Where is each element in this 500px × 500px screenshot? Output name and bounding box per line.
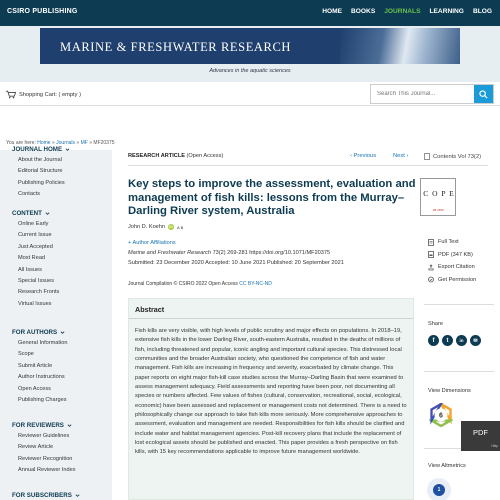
document-icon [428,239,434,246]
section-for-reviewers [12,420,76,477]
breadcrumb-sep: » [50,140,57,146]
export-citation-link[interactable]: Export Citation [428,261,476,274]
author-affiliation-marks: A B [177,224,184,230]
main-nav [322,8,492,15]
export-icon [428,264,434,271]
section-journal-home [12,144,70,201]
pdf-help-label[interactable]: Help [491,444,498,448]
cart-search-row [0,82,500,106]
sidebar-item-general-info[interactable]: General Information [18,340,68,346]
author-name[interactable]: John D. Koehn [128,224,166,230]
top-navigation-bar [0,0,500,26]
brand-logo[interactable]: CSIRO PUBLISHING [7,8,78,15]
for-authors-heading[interactable]: FOR AUTHORS [12,327,67,338]
sidebar-item-all-issues[interactable]: All Issues [18,266,42,273]
section-for-subscribers [12,490,80,500]
dimensions-score: 6 [439,412,443,420]
facebook-icon[interactable]: f [428,335,439,346]
twitter-icon[interactable]: t [442,335,453,346]
chevron-down-icon [67,423,72,428]
sidebar-item-online-early[interactable]: Online Early [18,221,49,227]
sidebar-item-reviewer-guidelines[interactable]: Reviewer Guidelines [18,433,70,439]
article-type: RESEARCH ARTICLE (Open Access) [128,153,224,159]
search-icon [479,90,488,99]
content-heading[interactable]: CONTENT [12,208,59,219]
journal-banner[interactable] [40,28,460,64]
breadcrumb-journals[interactable]: Journals [56,140,76,146]
sidebar [0,146,112,500]
section-content [12,208,59,310]
share-buttons [428,335,481,346]
nav-blog[interactable]: BLOG [472,8,492,15]
pdf-link[interactable]: PDF (347 KB) [428,249,476,262]
journal-home-heading[interactable]: JOURNAL HOME [12,144,70,155]
search-input[interactable] [371,85,471,103]
chevron-down-icon [45,211,50,216]
article-tools [428,236,476,286]
pdf-icon [428,251,434,258]
email-icon[interactable]: ✉ [470,335,481,346]
sidebar-item-contacts[interactable]: Contacts [18,191,41,198]
copyright-line: Journal Compilation © CSIRO 2022 Open Access CC BY-NC-ND [128,281,272,287]
chevron-down-icon [75,493,80,498]
author-affiliations-toggle[interactable]: + Author Affiliations [128,240,176,246]
sidebar-item-research-fronts[interactable]: Research Fronts [18,289,60,296]
divider [424,371,494,372]
breadcrumb-prefix: You are here: [6,140,38,146]
next-article-link[interactable]: Next › [393,153,409,159]
abstract-text: Fish kills are very visible, with high levels of public scrutiny and major effects on populations. In 2018–19, extensive fish kills in the lower Darling River, south-eastern Australia, resulted in the deaths of millions of fish, including threatened and popular, iconic angling and important cultural species. This distressed local communities and the broader Australian society, who questioned the competence of fish and water management. Fish kills are increasing in frequency and severity, exacerbated by climate change. This paper reports on eight major fish-kill case studies across the Murray–Darling Basin that were examined to assess management adequacy. Field assessments and reporting have been poor, not documenting all species or numbers affected. Few values of fishes (cultural, conservation, recreational, social, ecological, economic) have been assessed and replacement or management costs not determined. There is a need to philosophically change our approach to take fish kills more seriously. More comprehensive approaches to assessment, evaluation and management are needed. Responsibilities for fish kills should be clarified and include water and habitat management agencies. Post-kill recovery plans that include the replacement of lost ecological assets should be published and enacted. This paper provides a fresh perspective on fish kills, with 15 key recommendations applicable to improve future management worldwide. [135,328,407,456]
permission-icon [428,276,434,283]
altmetrics-label: View Altmetrics [428,463,466,469]
document-icon [424,153,430,160]
shopping-cart[interactable] [6,90,81,99]
chevron-down-icon [60,330,65,335]
breadcrumb-current: MF20375 [93,140,115,146]
article-title: Key steps to improve the assessment, evaluation and management of fish kills: lessons from the Murray–Darling River system, Australia [128,178,416,217]
sidebar-item-most-read[interactable]: Most Read [18,255,46,262]
cope-logo[interactable]: C O P E JM 2659 [420,178,456,216]
search-button[interactable] [474,85,493,103]
pdf-button-label: PDF [473,428,488,437]
journal-title: MARINE & FRESHWATER RESEARCH [60,40,292,54]
journal-tagline: Advances in the aquatic sciences [209,68,291,74]
abstract-panel [128,298,414,500]
linkedin-icon[interactable]: in [456,335,467,346]
sidebar-item-submit-article[interactable]: Submit Article [18,362,53,369]
nav-books[interactable]: BOOKS [351,8,376,15]
cart-label: Shopping Cart: ( empty ) [19,91,81,98]
nav-home[interactable]: HOME [322,8,343,15]
sidebar-item-just-accepted[interactable]: Just Accepted [18,243,53,250]
breadcrumb-sep: » [87,140,94,146]
sidebar-item-annual-reviewer-index[interactable]: Annual Reviewer Index [18,467,76,474]
nav-learning[interactable]: LEARNING [429,8,464,15]
for-reviewers-heading[interactable]: FOR REVIEWERS [12,420,76,431]
sidebar-item-open-access[interactable]: Open Access [18,385,51,392]
share-label: Share [428,321,443,327]
previous-article-link[interactable]: ‹ Previous [350,153,377,159]
breadcrumb-mf[interactable]: MF [80,140,88,146]
dimensions-icon [429,403,453,427]
breadcrumb-sep: » [75,140,81,146]
chevron-down-icon [65,147,70,152]
floating-pdf-button[interactable] [461,421,500,451]
chevron-right-icon: › [404,153,409,159]
sidebar-item-special-issues[interactable]: Special Issues [18,277,55,284]
sidebar-item-about[interactable]: About the Journal [18,157,62,163]
breadcrumb-home[interactable]: Home [37,140,51,146]
shopping-cart-icon [6,90,16,99]
journal-search [370,84,494,104]
altmetric-badge[interactable] [427,478,451,500]
chevron-left-icon: ‹ [350,153,354,159]
sidebar-item-virtual-issues[interactable]: Virtual Issues [18,300,52,307]
sidebar-item-current-issue[interactable]: Current Issue [18,232,52,239]
get-permission-link[interactable]: Get Permission [428,274,476,287]
altmetric-score: 1 [433,484,445,496]
author-line [128,224,183,230]
sidebar-item-editorial[interactable]: Editorial Structure [18,168,63,175]
sidebar-item-publishing-charges[interactable]: Publishing Charges [18,396,67,403]
wave-image [340,28,460,64]
sidebar-item-policies[interactable]: Publishing Policies [18,179,65,186]
publication-dates: Submitted: 23 December 2020 Accepted: 10 June 2021 Published: 20 September 2021 [128,260,344,266]
sidebar-item-author-instructions[interactable]: Author Instructions [18,374,65,381]
sidebar-item-reviewer-recognition[interactable]: Reviewer Recognition [18,455,73,462]
nav-journals[interactable]: JOURNALS [384,8,421,15]
abstract-header: Abstract [129,299,413,319]
sidebar-item-scope[interactable]: Scope [18,351,34,358]
section-for-authors [12,327,67,406]
for-subscribers-heading[interactable]: FOR SUBSCRIBERS [12,490,80,500]
issue-contents-link[interactable]: Contents Vol 73(2) [424,153,481,160]
sidebar-item-review-article[interactable]: Review Article [18,444,54,451]
dimensions-badge[interactable] [429,403,453,427]
dimensions-label: View Dimensions [428,388,471,394]
article-toolbar [128,148,488,166]
license-link[interactable]: CC BY-NC-ND [239,281,272,287]
full-text-link[interactable]: Full Text [428,236,476,249]
divider [424,304,494,305]
citation: Marine and Freshwater Research 73(2) 269-281 https://doi.org/10.1071/MF20375 [128,250,331,256]
orcid-icon[interactable]: iD [169,225,173,229]
